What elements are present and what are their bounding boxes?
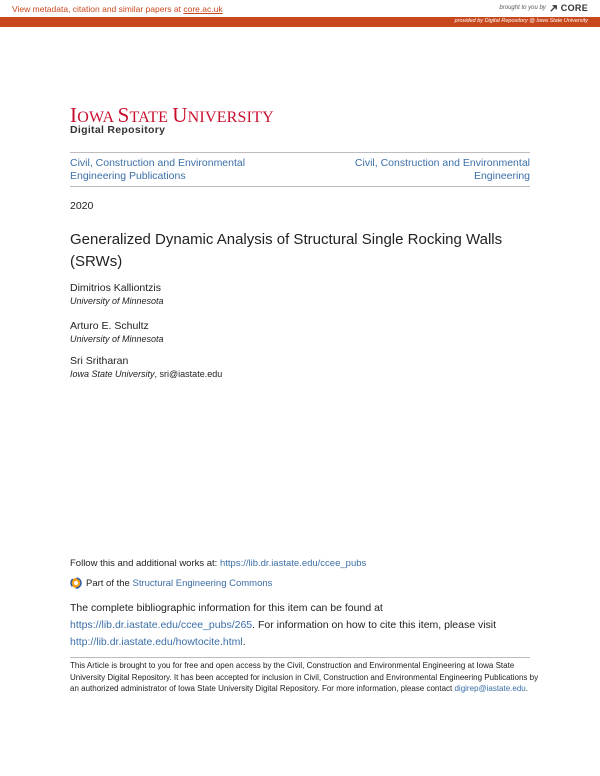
citation-text: .: [242, 636, 246, 648]
provided-by: provided by Digital Repository @ Iowa State University: [454, 18, 588, 24]
citation-paragraph: [70, 600, 540, 651]
logo-letter: S: [117, 103, 130, 127]
network-icon: [70, 577, 82, 589]
logo-letter: I: [70, 103, 78, 127]
brought-text: brought to you by: [499, 5, 546, 11]
part-of-line: [70, 577, 272, 589]
author-affiliation: University of Minnesota: [70, 334, 164, 344]
notice-text: This Article is brought to you for free and open access by the Civil, Construction and Environmental Engineering at Iowa State University Digital Repository. It has been accepted for inclusion in Civil, Construction and Environmental Engineering Publications by an authorized administrator of Iowa State University Digital Repository. For more information, please contact: [70, 661, 539, 693]
part-of-text: Part of the: [86, 577, 133, 589]
citation-text: The complete bibliographic information for this item can be found at: [70, 602, 383, 614]
citation-link[interactable]: https://lib.dr.iastate.edu/ccee_pubs/265: [70, 619, 253, 631]
follow-text: Follow this and additional works at:: [70, 558, 220, 569]
core-logo[interactable]: CORE: [560, 3, 588, 13]
logo-text: TATE: [129, 109, 173, 126]
author-email[interactable]: , sri@iastate.edu: [154, 369, 223, 379]
howtocite-link[interactable]: http://lib.dr.iastate.edu/howtocite.html: [70, 636, 243, 648]
access-notice: [70, 660, 540, 695]
logo-text: OWA: [77, 109, 118, 126]
contact-email-link[interactable]: digirep@iastate.edu: [454, 684, 526, 693]
logo-letter: U: [172, 103, 188, 127]
article-title: Generalized Dynamic Analysis of Structural Single Rocking Walls (SRWs): [70, 231, 503, 270]
notice-end: .: [525, 684, 528, 693]
follow-line: [70, 558, 366, 569]
author-name: Sri Sritharan: [70, 355, 129, 367]
author-name: Arturo E. Schultz: [70, 320, 149, 332]
follow-link[interactable]: https://lib.dr.iastate.edu/ccee_pubs: [219, 558, 367, 569]
publication-year: 2020: [70, 200, 94, 212]
divider: [70, 186, 530, 187]
core-view-text: View metadata, citation and similar papers at: [12, 4, 184, 14]
author-affiliation: Iowa State University: [70, 369, 155, 379]
collection-right-link[interactable]: Civil, Construction and Environmental Engineering: [354, 157, 530, 182]
author-affiliation: University of Minnesota: [70, 296, 164, 306]
core-view-metadata: [12, 4, 223, 14]
citation-text: . For information on how to cite this item, please visit: [252, 619, 497, 631]
author-name: Dimitrios Kalliontzis: [70, 282, 162, 294]
core-link[interactable]: core.ac.uk: [183, 4, 223, 14]
divider: [70, 657, 530, 658]
divider: [70, 152, 530, 153]
core-brought-by: [499, 3, 588, 13]
core-logo-icon: [549, 4, 558, 13]
digital-repository-subtitle: Digital Repository: [70, 124, 166, 136]
collection-left-link[interactable]: Civil, Construction and Environmental Engineering Publications: [70, 157, 246, 182]
author-affiliation-line: [70, 369, 222, 379]
commons-link[interactable]: Structural Engineering Commons: [132, 577, 273, 589]
logo-text: NIVERSITY: [187, 109, 274, 126]
